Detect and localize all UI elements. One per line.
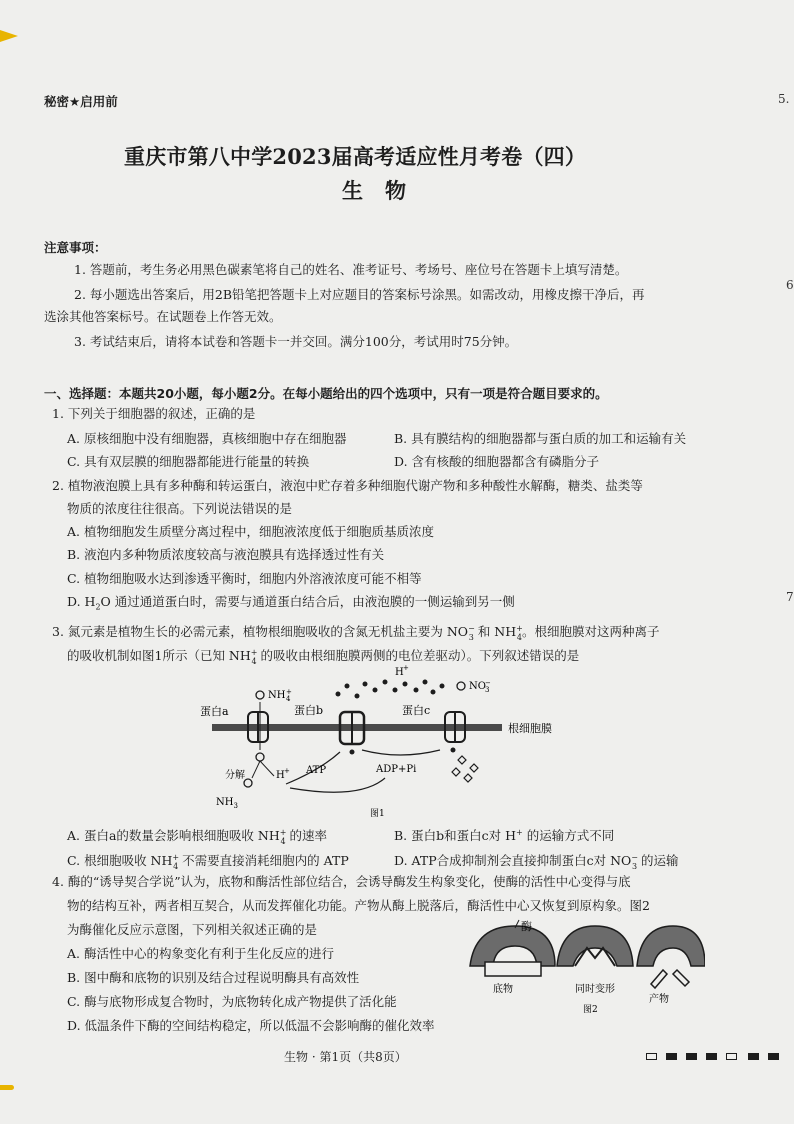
protein-b-label: 蛋白b [294,704,324,717]
enzyme-2-shape [557,926,633,966]
substrate-shape [485,962,541,976]
q4-option-b: B. 图中酶和底物的识别及结合过程说明酶具有高效性 [67,970,360,985]
product-label: 产物 [649,994,669,1005]
edge-fragment: 7 [786,590,794,604]
no3-diamonds [452,756,478,782]
q4-option-c: C. 酶与底物形成复合物时，为底物转化成产物提供了活化能 [67,994,397,1009]
q3-stem: 3. 氮元素是植物生长的必需元素，植物根细胞吸收的含氮无机盐主要为 $NO^-_3$ 和 $NH^+_4$。根细胞膜对这两种离子 [52,624,660,642]
figure-1-membrane-transport [190,660,610,820]
scan-mark [748,1053,759,1060]
figure-2-caption: 图2 [583,1005,598,1015]
q2-option-c: C. 植物细胞吸水达到渗透平衡时，细胞内外溶液浓度可能不相等 [67,571,422,586]
nh4-top-label: NH [268,690,286,701]
section-heading: 一、选择题：本题共20小题，每小题2分。在每小题给出的四个选项中，只有一项是符合题目要求的。 [44,386,608,401]
h-bottom-label: H [276,770,285,781]
q4-option-d: D. 低温条件下酶的空间结构稳定，所以低温不会影响酶的催化效率 [67,1018,435,1033]
scan-mark [646,1053,657,1060]
scan-mark [726,1053,737,1060]
q3-option-b: B. 蛋白b和蛋白c对 H+ 的运输方式不同 [394,828,615,844]
q3-option-d: D. ATP合成抑制剂会直接抑制蛋白c对 $NO^-_3$ 的运输 [394,853,679,871]
q3-option-a: A. 蛋白a的数量会影响根细胞吸收 $NH^+_4$ 的速率 [67,828,328,846]
edge-fragment: 5. [778,92,790,106]
scan-mark [666,1053,677,1060]
q1-option-c: C. 具有双层膜的细胞器都能进行能量的转换 [67,454,310,469]
figure-1-caption: 图1 [370,809,385,819]
no3-label: NO [469,681,486,692]
notice-item-1: 1. 答题前，考生务必用黑色碳素笔将自己的姓名、准考证号、考场号、座位号在答题卡上填写清楚。 [74,262,628,277]
svg-text:+: + [284,767,290,775]
q2-option-b: B. 液泡内多种物质浓度较高与液泡膜具有选择透过性有关 [67,547,385,562]
confidential-label: 秘密★启用前 [44,94,118,109]
notice-item-2: 2. 每小题选出答案后，用2B铅笔把答题卡上对应题目的答案标号涂黑。如需改动，用橡皮擦干净后，再 [74,287,645,302]
q2-option-d: D. $H_2O$ 通过通道蛋白时，需要与通道蛋白结合后，由液泡膜的一侧运输到另一侧 [67,594,515,612]
membrane-label: 根细胞膜 [508,722,552,735]
enzyme-1-shape [470,926,555,966]
split-label: 分解 [225,770,245,781]
scan-mark [686,1053,697,1060]
q3-stem-cont: 的吸收机制如图1所示（已知 $NH^+_4$ 的吸收由根细胞膜两侧的电位差驱动）。下列叙述错误的是 [67,648,580,666]
exam-title: 重庆市第八中学2023届高考适应性月考卷（四） [124,144,587,169]
deform-label: 同时变形 [575,984,615,995]
q1-stem: 1. 下列关于细胞器的叙述，正确的是 [52,406,256,421]
q2-stem: 2. 植物液泡膜上具有多种酶和转运蛋白，液泡中贮存着多种细胞代谢产物和多种酸性水解酶，糖类、盐类等 [52,478,643,493]
q4-stem-cont-1: 物的结构互补，两者相互契合，从而发挥催化功能。产物从酶上脱落后，酶活性中心又恢复到原构象。图2 [67,898,650,913]
q1-option-a: A. 原核细胞中没有细胞器，真核细胞中存在细胞器 [67,431,347,446]
corner-mark-bottom [0,1085,14,1090]
nh3-label: $NH_3$ [216,797,238,810]
protein-a-label: 蛋白a [200,705,229,718]
product-shape-1 [651,970,667,988]
q1-option-d: D. 含有核酸的细胞器都含有磷脂分子 [394,454,600,469]
edge-fragment: 6 [786,278,794,292]
q3-option-c: C. 根细胞吸收 $NH^+_4$ 不需要直接消耗细胞内的 ATP [67,853,349,871]
q1-option-b: B. 具有膜结构的细胞器都与蛋白质的加工和运输有关 [394,431,687,446]
corner-mark [0,30,18,42]
q4-stem: 4. 酶的“诱导契合学说”认为，底物和酶活性部位结合，会诱导酶发生构象变化，使酶的活性中心变得与底 [52,874,631,889]
svg-text:3: 3 [485,686,490,694]
svg-text:+: + [286,688,292,696]
q4-option-a: A. 酶活性中心的构象变化有利于生化反应的进行 [67,946,334,961]
svg-text:+: + [403,664,409,672]
page-footer: 生物 · 第1页（共8页） [284,1050,407,1064]
q2-stem-cont: 物质的浓度往往很高。下列说法错误的是 [67,501,293,516]
product-shape-2 [673,970,689,986]
q4-stem-cont-2: 为酶催化反应示意图，下列相关叙述正确的是 [67,922,318,937]
membrane-bar [212,724,502,731]
notice-heading: 注意事项： [44,240,107,255]
q2-option-a: A. 植物细胞发生质壁分离过程中，细胞液浓度低于细胞质基质浓度 [67,524,434,539]
exam-subject: 生物 [342,178,428,203]
adp-label: ADP+Pi [376,764,417,775]
notice-item-2-cont: 选涂其他答案标号。在试题卷上作答无效。 [44,309,282,324]
scan-mark [706,1053,717,1060]
enzyme-3-shape [637,926,705,966]
notice-item-3: 3. 考试结束后，请将本试卷和答题卡一并交回。满分100分，考试用时75分钟。 [74,334,518,349]
figure-2-enzyme-induced-fit [465,918,705,1018]
atp-label: ATP [306,765,327,776]
substrate-label: 底物 [493,984,513,995]
svg-text:−: − [485,679,491,687]
scan-mark [768,1053,779,1060]
protein-c-label: 蛋白c [402,704,431,717]
h-top-label: H [395,667,404,678]
svg-text:4: 4 [286,695,291,703]
enzyme-label: 酶 [521,920,532,933]
